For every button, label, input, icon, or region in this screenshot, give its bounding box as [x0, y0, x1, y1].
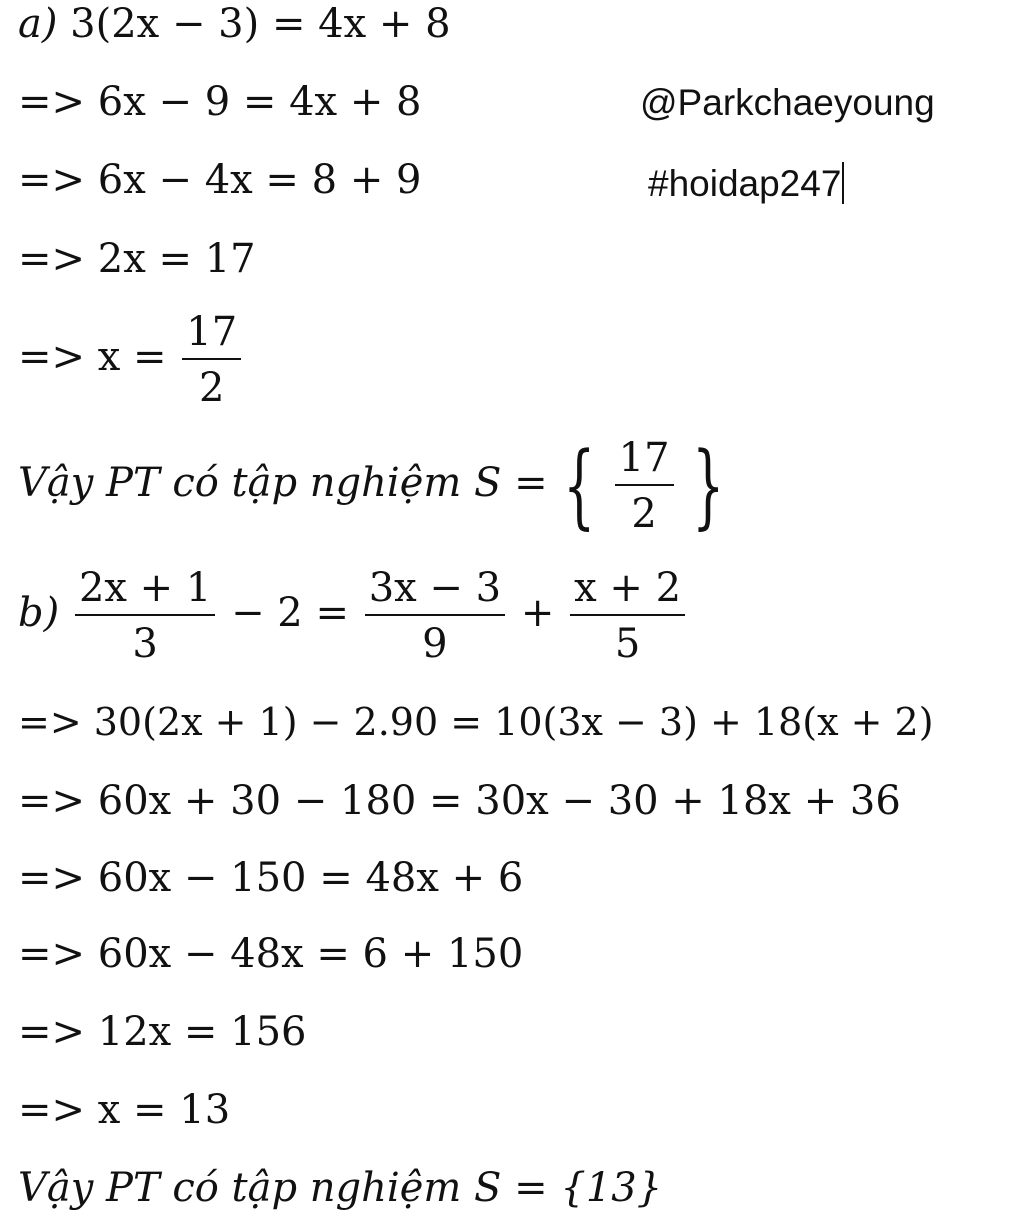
conclusion-text: Vậy PT có tập nghiệm S =	[18, 460, 548, 506]
fraction-denominator: 2	[198, 365, 225, 411]
author-handle: @Parkchaeyoung	[640, 82, 935, 123]
fraction-numerator: x + 2	[570, 568, 685, 616]
part-a-step-2: => 6x − 4x = 8 + 9	[18, 157, 422, 203]
part-a-equation-line	[18, 1, 451, 47]
text-cursor-icon	[842, 162, 844, 204]
part-a-label: a)	[18, 1, 58, 47]
fraction-numerator: 2x + 1	[75, 568, 215, 616]
part-b-step-1: => 30(2x + 1) − 2.90 = 10(3x − 3) + 18(x + 2)	[18, 700, 934, 744]
final-step-fraction	[182, 309, 241, 411]
hashtag-note	[648, 162, 844, 204]
hashtag-text: #hoidap247	[648, 163, 842, 204]
plus-sign: +	[520, 590, 555, 636]
part-a-conclusion	[18, 432, 728, 539]
solution-set-fraction	[615, 435, 674, 537]
fraction-3	[570, 565, 685, 667]
right-brace: }	[692, 432, 725, 539]
fraction-denominator: 5	[614, 621, 641, 667]
left-brace: {	[563, 432, 596, 539]
fraction-numerator: 3x − 3	[365, 568, 505, 616]
part-b-step-5: => 12x = 156	[18, 1009, 307, 1055]
part-a-step-3: => 2x = 17	[18, 236, 256, 282]
part-a-final-step	[18, 309, 244, 411]
equation-middle: − 2 =	[231, 590, 349, 636]
fraction-numerator: 17	[182, 312, 241, 360]
fraction-denominator: 3	[132, 621, 158, 667]
part-b-equation-line	[18, 565, 688, 667]
final-step-prefix: => x =	[18, 334, 167, 380]
part-b-step-2: => 60x + 30 − 180 = 30x − 30 + 18x + 36	[18, 778, 901, 824]
part-a-step-1: => 6x − 9 = 4x + 8	[18, 79, 422, 125]
part-b-step-6: => x = 13	[18, 1087, 231, 1133]
fraction-1	[75, 565, 215, 667]
part-a-equation: 3(2x − 3) = 4x + 8	[70, 1, 451, 47]
fraction-denominator: 9	[422, 621, 448, 667]
fraction-denominator: 2	[631, 491, 657, 537]
part-b-label: b)	[18, 590, 60, 636]
part-b-step-3: => 60x − 150 = 48x + 6	[18, 855, 524, 901]
fraction-2	[365, 565, 505, 667]
part-b-step-4: => 60x − 48x = 6 + 150	[18, 931, 524, 977]
part-b-conclusion: Vậy PT có tập nghiệm S = {13}	[18, 1165, 663, 1211]
fraction-numerator: 17	[615, 438, 674, 486]
